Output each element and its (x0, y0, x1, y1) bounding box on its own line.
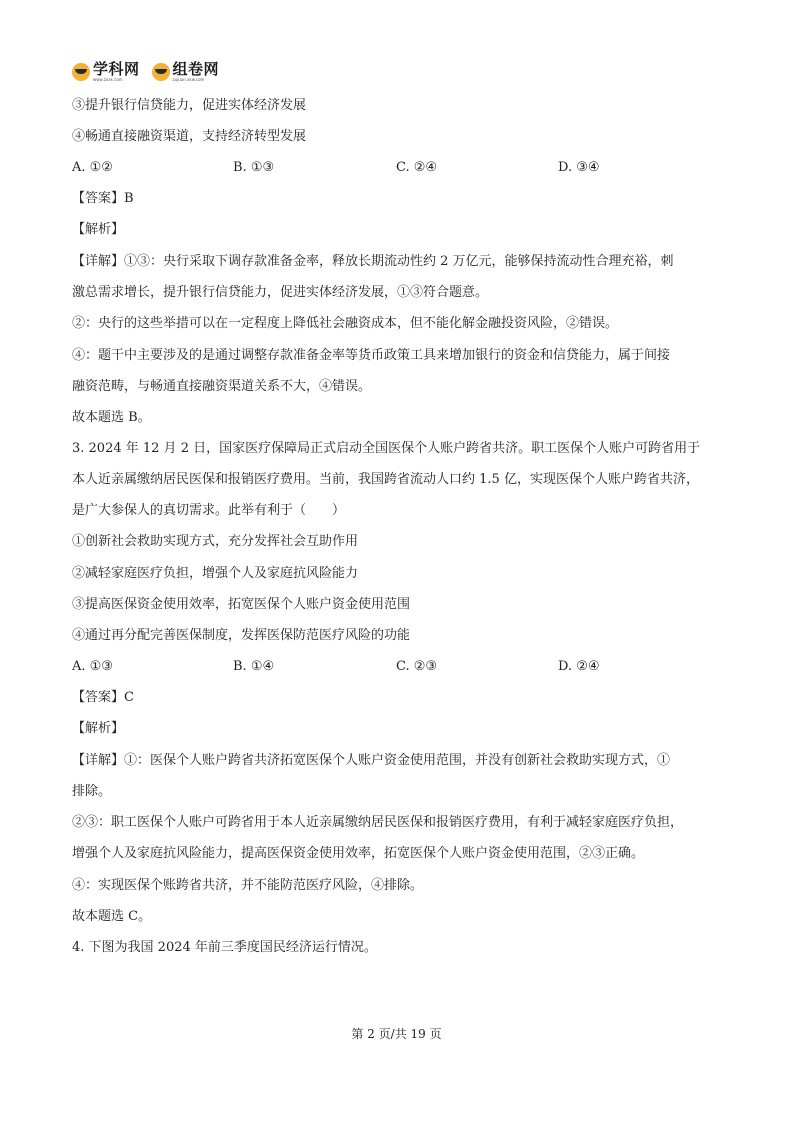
option-d: D. ②④ (558, 659, 600, 674)
logo-url: www.zxxk.com (93, 77, 123, 82)
option-statement: ②减轻家庭医疗负担，增强个人及家庭抗风险能力 (72, 566, 359, 581)
option-b: B. ①④ (233, 659, 275, 674)
conclusion-text: 故本题选 B。 (72, 410, 151, 425)
logo-xuekewang (72, 62, 140, 82)
explanation-text: 增强个人及家庭抗风险能力，提高医保资金使用效率，拓宽医保个人账户资金使用范围，②③正确。 (72, 846, 645, 861)
question-3-text: 是广大参保人的真切需求。此举有利于（ ） (72, 503, 346, 518)
answer-label: 【答案】B (72, 191, 134, 206)
page-number-footer: 第 2 页/共 19 页 (351, 1027, 442, 1041)
question-4-text: 4. 下图为我国 2024 年前三季度国民经济运行情况。 (72, 940, 377, 955)
logo-cap-icon (152, 63, 170, 81)
option-statement: ①创新社会救助实现方式，充分发挥社会互助作用 (72, 534, 359, 549)
page-header (72, 60, 231, 84)
explanation-text: ④：题干中主要涉及的是通过调整存款准备金率等货币政策工具来增加银行的资金和信贷能力，属于间接 (72, 348, 671, 363)
option-d: D. ③④ (558, 160, 600, 175)
explanation-text: 激总需求增长，提升银行信贷能力，促进实体经济发展，①③符合题意。 (72, 285, 489, 300)
logo-name: 组卷网 (172, 60, 220, 78)
question-3-text: 3. 2024 年 12 月 2 日，国家医疗保障局正式启动全国医保个人账户跨省共济。职工医保个人账户可跨省用于 (72, 441, 701, 456)
answer-label: 【答案】C (72, 690, 134, 705)
option-statement: ③提升银行信贷能力，促进实体经济发展 (72, 98, 307, 113)
option-c: C. ②④ (396, 160, 438, 175)
conclusion-text: 故本题选 C。 (72, 909, 152, 924)
question-3-text: 本人近亲属缴纳居民医保和报销医疗费用。当前，我国跨省流动人口约 1.5 亿，实现医保个人账户跨省共济， (72, 472, 699, 487)
explanation-text: 融资范畴，与畅通直接融资渠道关系不大，④错误。 (72, 379, 372, 394)
explanation-text: 【详解】①：医保个人账户跨省共济拓宽医保个人账户资金使用范围，并没有创新社会救助实现方式，① (72, 753, 671, 768)
option-c: C. ②③ (396, 659, 438, 674)
explanation-text: ②：央行的这些举措可以在一定程度上降低社会融资成本，但不能化解金融投资风险，②错误。 (72, 316, 619, 331)
explanation-text: 排除。 (72, 784, 112, 799)
analysis-label: 【解析】 (72, 222, 125, 237)
explanation-text: ②③：职工医保个人账户可跨省用于本人近亲属缴纳居民医保和报销医疗费用，有利于减轻家庭医疗负担， (72, 815, 684, 830)
explanation-text: 【详解】①③：央行采取下调存款准备金率，释放长期流动性约 2 万亿元，能够保持流动性合理充裕，刺 (72, 254, 674, 269)
option-statement: ④通过再分配完善医保制度，发挥医保防范医疗风险的功能 (72, 628, 411, 643)
option-statement: ③提高医保资金使用效率，拓宽医保个人账户资金使用范围 (72, 597, 411, 612)
option-b: B. ①③ (233, 160, 275, 175)
logo-zujuanwang (152, 62, 220, 82)
option-a: A. ①② (72, 160, 113, 175)
logo-cap-icon (72, 63, 90, 81)
option-statement: ④畅通直接融资渠道，支持经济转型发展 (72, 129, 307, 144)
option-a: A. ①③ (72, 659, 113, 674)
logo-url: zujuan.xkw.com (172, 77, 205, 82)
logo-name: 学科网 (93, 60, 140, 78)
explanation-text: ④：实现医保个账跨省共济，并不能防范医疗风险，④排除。 (72, 878, 424, 893)
analysis-label: 【解析】 (72, 721, 125, 736)
